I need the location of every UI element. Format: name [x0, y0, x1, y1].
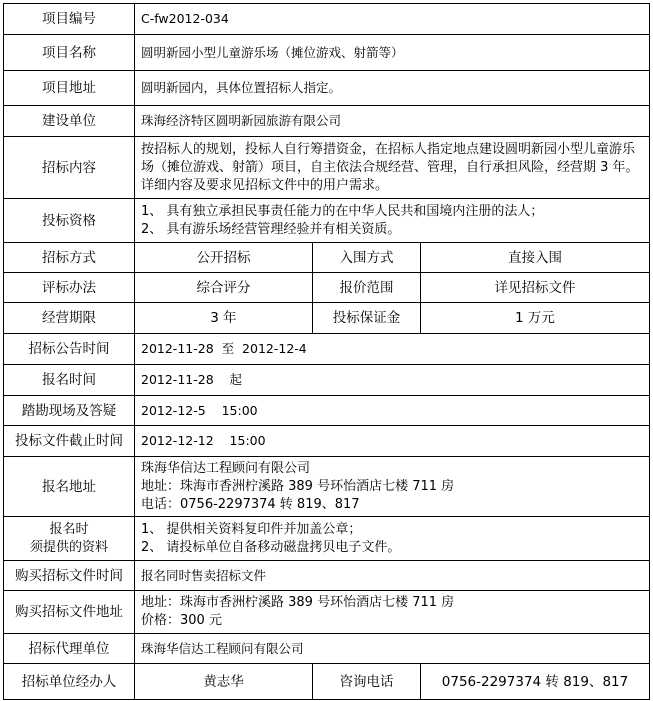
row-buy-address [4, 591, 650, 634]
row-announce-time [4, 334, 650, 365]
deadline-value: 2012-12-12 15:00 [135, 426, 650, 457]
tender-info-table [3, 3, 650, 700]
register-company-line: 珠海华信达工程顾问有限公司 [141, 460, 311, 476]
row-register-address [4, 457, 650, 517]
register-address-line: 地址：珠海市香洲柠溪路 389 号环怡酒店七楼 711 房 [141, 478, 455, 494]
announce-time-value: 2012-11-28 至 2012-12-4 [135, 334, 650, 365]
register-docs-label [4, 517, 135, 561]
project-address-label: 项目地址 [4, 71, 135, 106]
row-buy-time [4, 561, 650, 591]
register-docs-value [135, 517, 650, 561]
row-handler [4, 664, 650, 700]
buy-address-label: 购买招标文件地址 [4, 591, 135, 634]
register-time-label: 报名时间 [4, 365, 135, 396]
handler-value: 黄志华 [135, 664, 313, 700]
row-construction-unit [4, 106, 650, 137]
qualification-line-1: 1、 具有独立承担民事责任能力的在中华人民共和国境内注册的法人； [141, 203, 544, 219]
project-name-label: 项目名称 [4, 35, 135, 71]
buy-price-line: 价格：300 元 [141, 613, 222, 628]
shortlist-label: 入围方式 [313, 243, 421, 273]
row-project-no [4, 4, 650, 35]
period-value: 3 年 [135, 303, 313, 334]
buy-address-value [135, 591, 650, 634]
qualification-value [135, 199, 650, 243]
row-register-docs [4, 517, 650, 561]
register-docs-line-1: 1、 提供相关资料复印件并加盖公章； [141, 521, 362, 537]
method-label: 招标方式 [4, 243, 135, 273]
deadline-label: 投标文件截止时间 [4, 426, 135, 457]
project-no-value: C-fw2012-034 [135, 4, 650, 35]
buy-address-line: 地址：珠海市香洲柠溪路 389 号环怡酒店七楼 711 房 [141, 595, 455, 610]
register-phone-line: 电话：0756-2297374 转 819、817 [141, 496, 360, 512]
row-evaluation [4, 273, 650, 303]
register-address-label: 报名地址 [4, 457, 135, 517]
register-time-value: 2012-11-28 起 [135, 365, 650, 396]
row-project-name [4, 35, 650, 71]
buy-time-value: 报名同时售卖招标文件 [135, 561, 650, 591]
qualification-label: 投标资格 [4, 199, 135, 243]
site-visit-label: 踏勘现场及答疑 [4, 396, 135, 426]
shortlist-value: 直接入围 [421, 243, 650, 273]
project-address-value: 圆明新园内，具体位置招标人指定。 [135, 71, 650, 106]
agency-label: 招标代理单位 [4, 634, 135, 664]
qualification-line-2: 2、 具有游乐场经营管理经验并有相关资质。 [141, 221, 401, 237]
handler-label: 招标单位经办人 [4, 664, 135, 700]
price-range-value: 详见招标文件 [421, 273, 650, 303]
project-no-label: 项目编号 [4, 4, 135, 35]
register-docs-line-2: 2、 请投标单位自备移动磁盘拷贝电子文件。 [141, 539, 401, 555]
row-period [4, 303, 650, 334]
consult-phone-value: 0756-2297374 转 819、817 [421, 664, 650, 700]
tender-content-label: 招标内容 [4, 137, 135, 199]
project-name-value: 圆明新园小型儿童游乐场（摊位游戏、射箭等） [135, 35, 650, 71]
row-project-address [4, 71, 650, 106]
row-method [4, 243, 650, 273]
register-address-value [135, 457, 650, 517]
buy-time-label: 购买招标文件时间 [4, 561, 135, 591]
agency-value: 珠海华信达工程顾问有限公司 [135, 634, 650, 664]
row-qualification [4, 199, 650, 243]
evaluation-label: 评标办法 [4, 273, 135, 303]
deposit-value: 1 万元 [421, 303, 650, 334]
evaluation-value: 综合评分 [135, 273, 313, 303]
construction-unit-value: 珠海经济特区圆明新园旅游有限公司 [135, 106, 650, 137]
deposit-label: 投标保证金 [313, 303, 421, 334]
site-visit-value: 2012-12-5 15:00 [135, 396, 650, 426]
row-deadline [4, 426, 650, 457]
price-range-label: 报价范围 [313, 273, 421, 303]
consult-phone-label: 咨询电话 [313, 664, 421, 700]
row-register-time [4, 365, 650, 396]
row-site-visit [4, 396, 650, 426]
tender-content-value: 按招标人的规划，投标人自行筹措资金，在招标人指定地点建设圆明新园小型儿童游乐场（摊位游戏、射箭）项目，自主依法合规经营、管理，自行承担风险，经营期 3 年。详细内容及要求见招标文件中的用户需求。 [135, 137, 650, 199]
row-agency [4, 634, 650, 664]
announce-time-label: 招标公告时间 [4, 334, 135, 365]
method-value: 公开招标 [135, 243, 313, 273]
row-tender-content [4, 137, 650, 199]
register-docs-label-line-1: 报名时 [49, 521, 89, 537]
register-docs-label-line-2: 须提供的资料 [29, 539, 108, 555]
period-label: 经营期限 [4, 303, 135, 334]
construction-unit-label: 建设单位 [4, 106, 135, 137]
